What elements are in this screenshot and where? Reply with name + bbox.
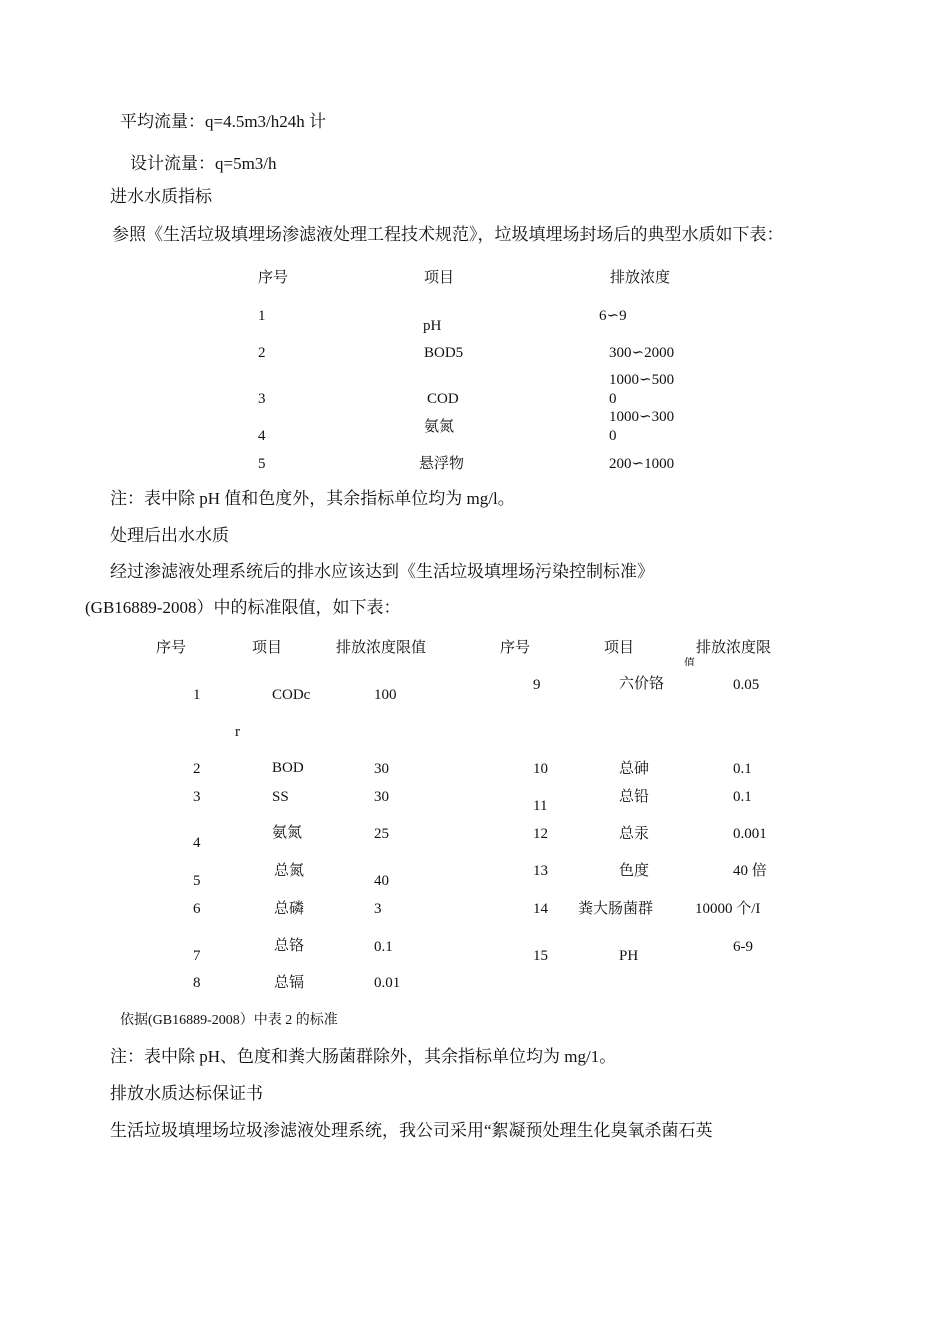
table2-row14-no: 14 xyxy=(533,901,548,917)
table2-row12-item: 总汞 xyxy=(619,826,650,842)
table2-header-value-left: 排放浓度限值 xyxy=(336,640,427,656)
note-1: 注：表中除 pH 值和色度外，其余指标单位均为 mg/l。 xyxy=(110,489,515,508)
table1-row4-item: 氨氮 xyxy=(424,419,455,435)
table2-row6-value: 3 xyxy=(374,901,382,917)
table2-row2-no: 2 xyxy=(193,761,201,777)
table2-row4-no: 4 xyxy=(193,835,201,851)
standard-basis-caption: 依据(GB16889-2008）中表 2 的标准 xyxy=(120,1013,338,1028)
table1-row5-value: 200∽1000 xyxy=(609,456,675,472)
table2-row10-value: 0.1 xyxy=(733,761,752,777)
note-2: 注：表中除 pH、色度和粪大肠菌群除外，其余指标单位均为 mg/1。 xyxy=(110,1047,617,1066)
table2-row8-item: 总镉 xyxy=(274,975,305,991)
table2-row2-item: BOD xyxy=(272,760,304,776)
table1-row1-value: 6∽9 xyxy=(599,308,627,324)
table1-header-no: 序号 xyxy=(258,270,289,286)
table2-row3-item: SS xyxy=(272,789,289,805)
table2-row15-value: 6-9 xyxy=(733,939,753,955)
table2-row13-no: 13 xyxy=(533,863,548,879)
table1-row2-no: 2 xyxy=(258,345,266,361)
table2-row13-value: 40 倍 xyxy=(733,863,767,879)
table1-header-value: 排放浓度 xyxy=(610,270,671,286)
table2-row12-no: 12 xyxy=(533,826,548,842)
table1-row3-item: COD xyxy=(427,391,459,407)
table1-row3-value-line2: 0 xyxy=(609,391,617,407)
table2-row4-value: 25 xyxy=(374,826,389,842)
table2-row1-value: 100 xyxy=(374,687,397,703)
table2-row1-item: CODc xyxy=(272,687,311,703)
table2-row6-no: 6 xyxy=(193,901,201,917)
table2-row7-no: 7 xyxy=(193,948,201,964)
table2-row9-value: 0.05 xyxy=(733,677,760,693)
table2-header-overflow: 值 xyxy=(684,657,695,666)
outlet-quality-heading: 处理后出水水质 xyxy=(110,526,229,545)
table2-row1-item-wrap: r xyxy=(235,724,240,740)
table2-header-item-right: 项目 xyxy=(604,640,635,656)
design-flow-line: 设计流量：q=5m3/h xyxy=(130,154,277,173)
table1-row4-value-line2: 0 xyxy=(609,428,617,444)
table2-row2-value: 30 xyxy=(374,761,389,777)
table1-row3-no: 3 xyxy=(258,391,266,407)
table1-row4-value-line1: 1000∽300 xyxy=(609,409,675,425)
table2-header-item-left: 项目 xyxy=(252,640,283,656)
table2-header-value-right: 排放浓度限 xyxy=(696,640,772,656)
inlet-quality-intro: 参照《生活垃圾填埋场渗滤液处理工程技术规范》，垃圾填埋场封场后的典型水质如下表： xyxy=(112,225,784,244)
table2-row10-no: 10 xyxy=(533,761,548,777)
table2-row8-value: 0.01 xyxy=(374,975,401,991)
table2-row9-no: 9 xyxy=(533,677,541,693)
table2-row14-value: 10000 个/I xyxy=(695,901,761,917)
outlet-intro-line1: 经过渗滤液处理系统后的排水应该达到《生活垃圾填埋场污染控制标准》 xyxy=(110,562,654,581)
table1-row2-item: BOD5 xyxy=(424,345,464,361)
table2-row5-no: 5 xyxy=(193,873,201,889)
table2-row7-item: 总铬 xyxy=(274,938,305,954)
guarantee-heading: 排放水质达标保证书 xyxy=(110,1084,263,1103)
table1-row4-no: 4 xyxy=(258,428,266,444)
table1-row1-no: 1 xyxy=(258,308,266,324)
table2-row5-item: 总氮 xyxy=(274,863,305,879)
table1-row1-item: pH xyxy=(423,318,442,334)
table2-row15-item: PH xyxy=(619,948,639,964)
table1-header-item: 项目 xyxy=(424,270,455,286)
table2-row3-no: 3 xyxy=(193,789,201,805)
guarantee-body: 生活垃圾填埋场垃圾渗滤液处理系统，我公司采用“絮凝预处理生化臭氧杀菌石英 xyxy=(110,1121,713,1140)
table2-row4-item: 氨氮 xyxy=(272,825,303,841)
table2-row13-item: 色度 xyxy=(619,863,650,879)
table2-row3-value: 30 xyxy=(374,789,389,805)
avg-flow-line: 平均流量：q=4.5m3/h24h 计 xyxy=(120,112,327,131)
table2-row11-value: 0.1 xyxy=(733,789,752,805)
table2-row10-item: 总砷 xyxy=(619,761,650,777)
table2-row15-no: 15 xyxy=(533,948,548,964)
table2-row11-no: 11 xyxy=(533,798,548,814)
table2-row6-item: 总磷 xyxy=(274,901,305,917)
table2-header-no-left: 序号 xyxy=(156,640,187,656)
table2-header-no-right: 序号 xyxy=(500,640,531,656)
outlet-intro-line2: (GB16889-2008）中的标准限值，如下表： xyxy=(85,598,401,617)
table2-row8-no: 8 xyxy=(193,975,201,991)
table2-row12-value: 0.001 xyxy=(733,826,767,842)
table1-row5-item: 悬浮物 xyxy=(419,456,465,472)
table2-row11-item: 总铅 xyxy=(619,789,650,805)
table2-row7-value: 0.1 xyxy=(374,939,393,955)
inlet-quality-heading: 进水水质指标 xyxy=(110,187,212,206)
table1-row3-value-line1: 1000∽500 xyxy=(609,372,675,388)
table1-row5-no: 5 xyxy=(258,456,266,472)
table2-row14-item: 粪大肠菌群 xyxy=(578,901,654,917)
table1-row2-value: 300∽2000 xyxy=(609,345,675,361)
table2-row1-no: 1 xyxy=(193,687,201,703)
table2-row9-item: 六价铬 xyxy=(619,676,665,692)
table2-row5-value: 40 xyxy=(374,873,389,889)
